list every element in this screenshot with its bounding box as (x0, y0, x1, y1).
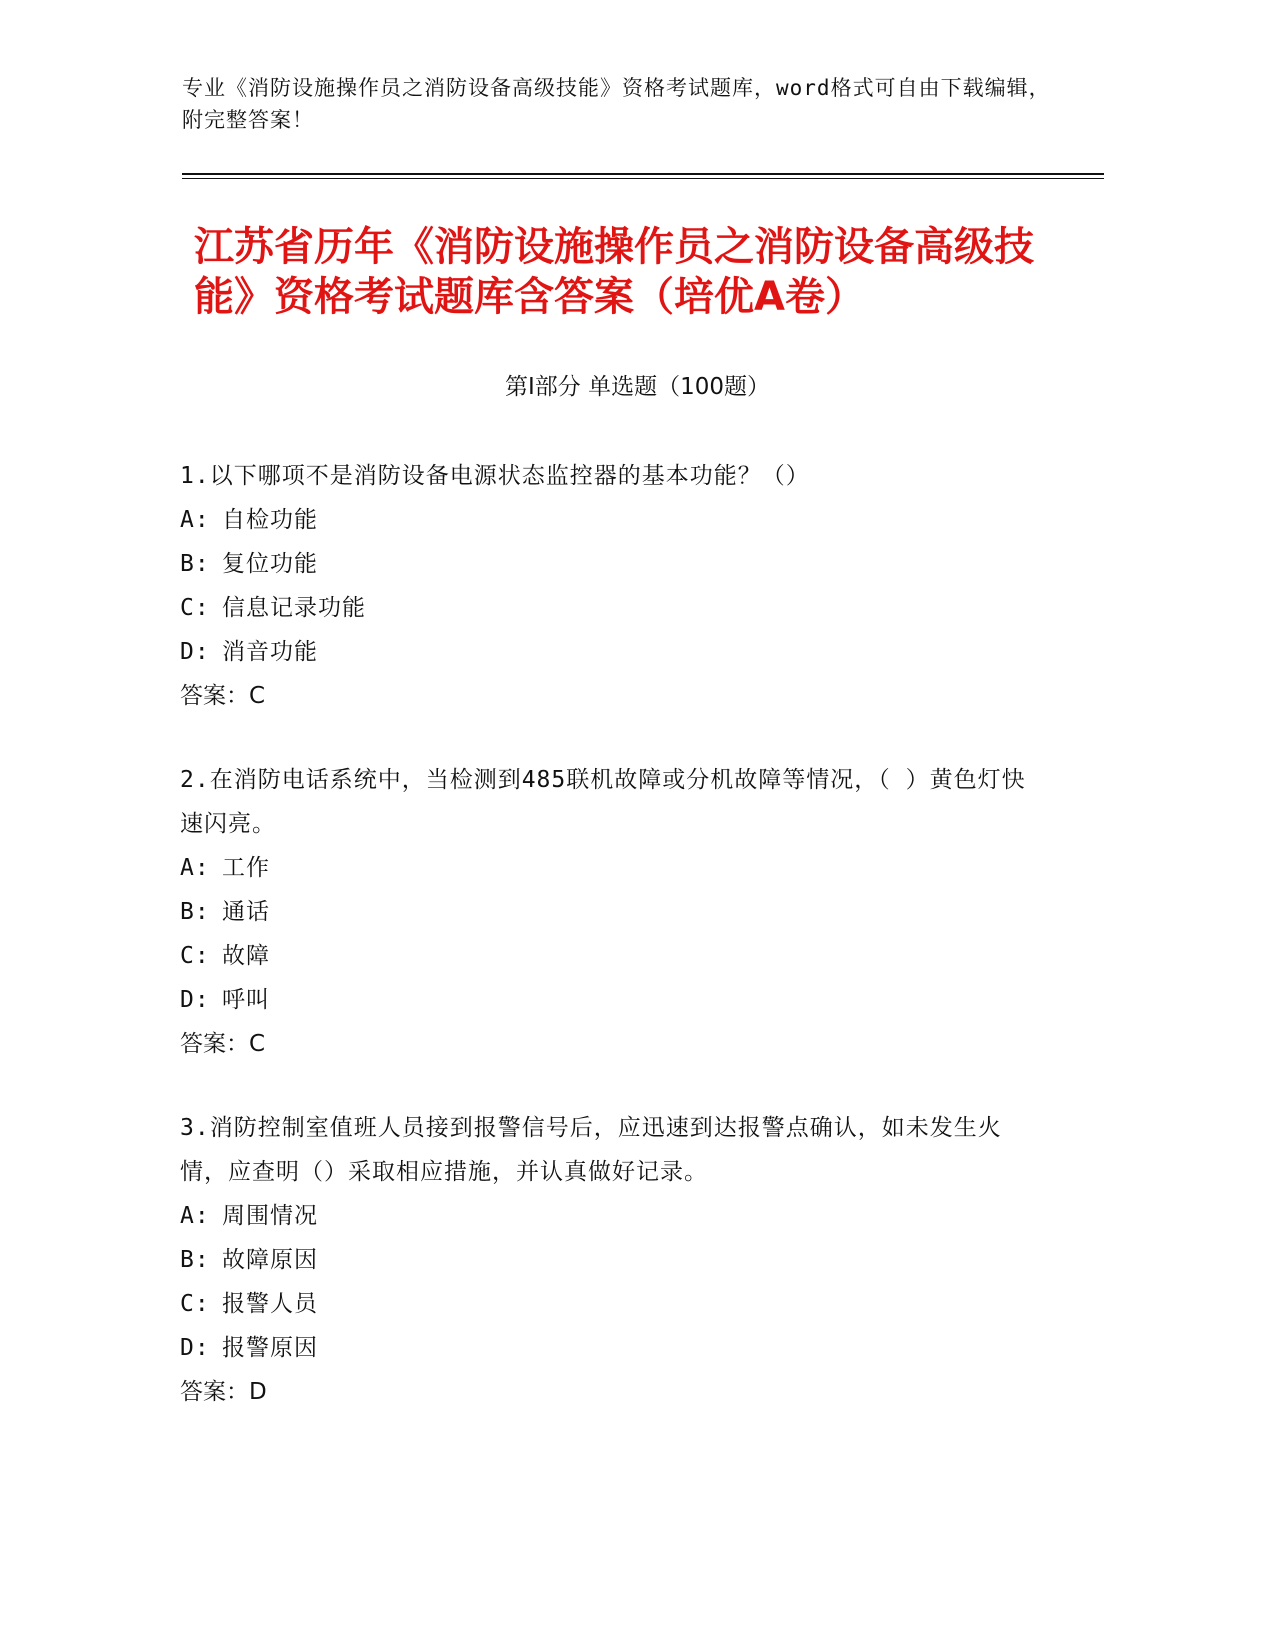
option-text: 报警原因 (222, 1335, 318, 1361)
question-stem: 2.在消防电话系统中，当检测到485联机故障或分机故障等情况，（ ）黄色灯快速闪亮。 (180, 767, 1026, 837)
option-letter: D: (180, 639, 210, 665)
header-note: 专业《消防设施操作员之消防设备高级技能》资格考试题库，word格式可自由下载编辑，附完整答案！ (182, 76, 1051, 132)
option-letter: C: (180, 943, 210, 969)
option-text: 呼叫 (222, 987, 270, 1013)
option-letter: C: (180, 595, 210, 621)
option-text: 故障 (222, 943, 270, 969)
question-2 (180, 758, 1040, 1066)
question-3 (180, 1106, 1040, 1414)
option-text: 周围情况 (222, 1203, 318, 1229)
option-a (180, 1194, 1040, 1238)
section-heading: 第Ⅰ部分 单选题（100题） (505, 374, 770, 400)
document-title: 江苏省历年《消防设施操作员之消防设备高级技能》资格考试题库含答案（培优A卷） (194, 224, 1034, 320)
option-b (180, 1238, 1040, 1282)
option-d (180, 1326, 1040, 1370)
option-text: 自检功能 (222, 507, 318, 533)
question-stem: 3.消防控制室值班人员接到报警信号后，应迅速到达报警点确认，如未发生火情，应查明（）采取相应措施，并认真做好记录。 (180, 1115, 1002, 1185)
answer-line: 答案：C (180, 1031, 266, 1057)
option-letter: D: (180, 1335, 210, 1361)
option-text: 故障原因 (222, 1247, 318, 1273)
option-letter: A: (180, 507, 210, 533)
option-letter: B: (180, 551, 210, 577)
option-letter: B: (180, 1247, 210, 1273)
answer-line: 答案：D (180, 1379, 267, 1405)
option-letter: D: (180, 987, 210, 1013)
option-d (180, 630, 1040, 674)
option-letter: A: (180, 1203, 210, 1229)
option-b (180, 890, 1040, 934)
option-text: 通话 (222, 899, 270, 925)
option-a (180, 846, 1040, 890)
option-c (180, 1282, 1040, 1326)
header-divider-thick (182, 173, 1104, 175)
option-b (180, 542, 1040, 586)
option-letter: A: (180, 855, 210, 881)
option-letter: B: (180, 899, 210, 925)
option-text: 报警人员 (222, 1291, 318, 1317)
option-c (180, 934, 1040, 978)
answer-line: 答案：C (180, 683, 266, 709)
option-text: 消音功能 (222, 639, 318, 665)
header-divider-thin (182, 178, 1104, 179)
option-c (180, 586, 1040, 630)
option-letter: C: (180, 1291, 210, 1317)
option-a (180, 498, 1040, 542)
option-text: 工作 (222, 855, 270, 881)
option-text: 复位功能 (222, 551, 318, 577)
option-d (180, 978, 1040, 1022)
question-stem: 1.以下哪项不是消防设备电源状态监控器的基本功能？（） (180, 463, 810, 489)
option-text: 信息记录功能 (222, 595, 366, 621)
question-1 (180, 454, 1040, 718)
